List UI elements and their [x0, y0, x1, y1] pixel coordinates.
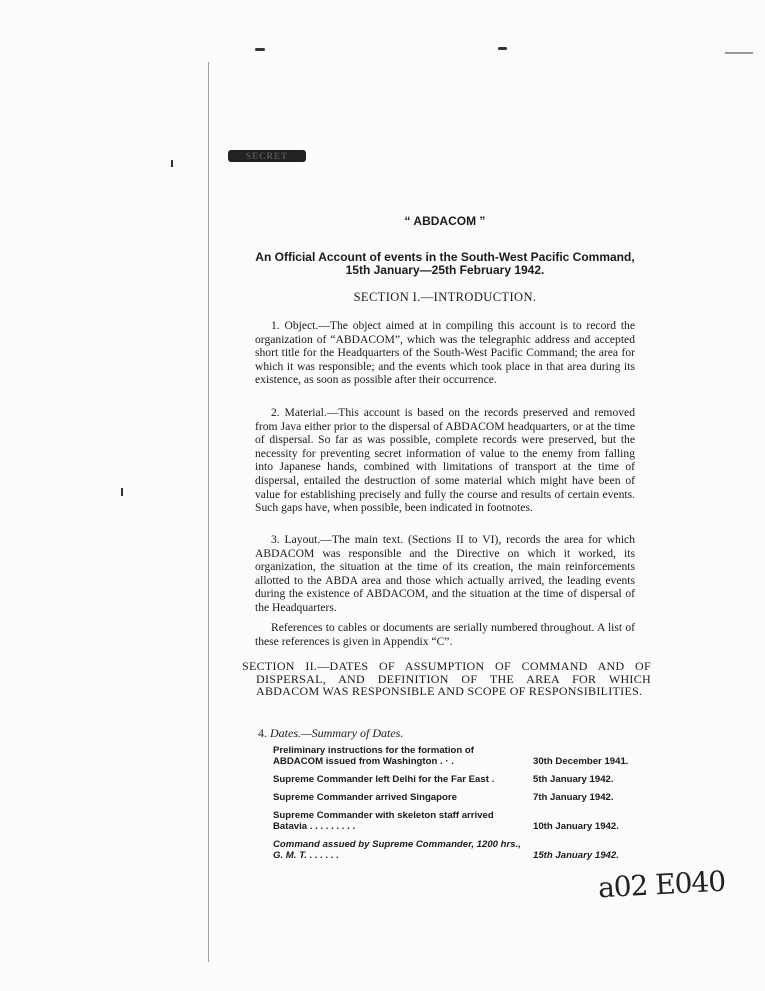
document-subtitle: [240, 251, 650, 277]
date-value: 30th December 1941.: [533, 756, 629, 767]
scan-mark: [255, 48, 265, 51]
scan-mark: [121, 488, 123, 496]
handwritten-reference: a02 E040: [597, 864, 726, 905]
table-row: [273, 792, 643, 803]
date-value: 15th January 1942.: [533, 850, 619, 861]
date-event: Command assued by Supreme Commander, 1200 hrs., G. M. T. . . . . . .: [273, 839, 521, 861]
document-title: “ ABDACOM ”: [404, 214, 486, 228]
subtitle-line-1: An Official Account of events in the South-West Pacific Command,: [255, 250, 635, 264]
section-1-heading: SECTION I.—INTRODUCTION.: [353, 290, 537, 304]
dates-table: [273, 745, 643, 868]
table-row: [273, 810, 643, 832]
date-value: 10th January 1942.: [533, 821, 619, 832]
date-event: Supreme Commander left Delhi for the Far East .: [273, 774, 495, 785]
dates-heading: [258, 726, 403, 741]
date-value: 7th January 1942.: [533, 792, 614, 803]
date-event: Supreme Commander arrived Singapore: [273, 792, 457, 803]
paragraph-object: 1. Object.—The object aimed at in compiling this account is to record the organization of “ABDACOM”, which was the telegraphic address and accepted short title for the Headquarters of the South-West Pacific Command; the area for which it was responsible; and the events which took place in that area during its existence, as soon as possible after their occurrence.: [255, 319, 635, 387]
table-row: [273, 774, 643, 785]
section-2-heading: SECTION II.—DATES OF ASSUMPTION OF COMMAND AND OF DISPERSAL, AND DEFINITION OF THE AREA FOR WHICH ABDACOM WAS RESPONSIBLE AND SCOPE OF RESPONSIBILITIES.: [242, 659, 651, 698]
table-row: [273, 839, 643, 861]
paragraph-references: References to cables or documents are serially numbered throughout. A list of these references is given in Appendix “C”.: [255, 621, 635, 648]
secret-stamp: SECRET: [228, 150, 306, 162]
dates-heading-title: Dates.—Summary of Dates.: [270, 726, 404, 740]
scan-mark: [498, 47, 507, 50]
scan-mark: [171, 160, 173, 167]
dates-heading-number: 4.: [258, 726, 267, 740]
table-row: [273, 745, 643, 767]
paragraph-layout: 3. Layout.—The main text. (Sections II to VI), records the area for which ABDACOM was responsible and the Directive on which it worked, its organization, the situation at the time of its creation, the main reinforcements allotted to the ABDA area and those which actually arrived, the leading events during the existence of ABDACOM, and the situation at the time of dispersal of the Headquarters.: [255, 533, 635, 614]
date-event: Supreme Commander with skeleton staff arrived Batavia . . . . . . . . .: [273, 810, 494, 832]
date-event: Preliminary instructions for the formation of ABDACOM issued from Washington . · .: [273, 745, 474, 767]
date-value: 5th January 1942.: [533, 774, 614, 785]
paragraph-material: 2. Material.—This account is based on the records preserved and removed from Java either prior to the dispersal of ABDACOM headquarters, or at the time of dispersal. So far as was possible, complete records were preserved, but the necessity for preventing secret information of value to the enemy from falling into Japanese hands, combined with limitations of transport at the time of dispersal, entailed the destruction of some material which might have been of value for establishing precisely and fully the course and results of certain events. Such gaps have, when possible, been indicated in footnotes.: [255, 406, 635, 515]
left-margin-line: [208, 62, 209, 962]
scan-mark: [725, 52, 753, 54]
subtitle-line-2: 15th January—25th February 1942.: [345, 263, 545, 277]
